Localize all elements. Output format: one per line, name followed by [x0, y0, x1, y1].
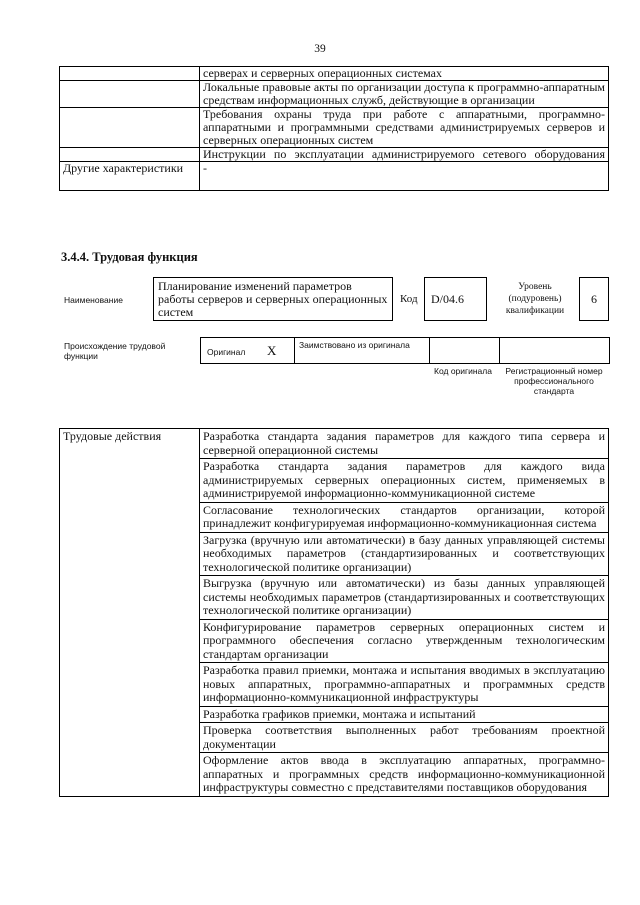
function-code: D/04.6 — [424, 277, 487, 321]
list-item: Разработка стандарта задания параметров для каждого вида администрируемых серверных операционных систем, применяемых в администрируемой информационно-коммуникационной системе — [200, 459, 609, 503]
name-label: Наименование — [64, 295, 123, 305]
list-item: Проверка соответствия выполненных работ требованиям проектной документации — [200, 723, 609, 753]
row-text: Инструкции по эксплуатации администрируемого сетевого оборудования — [200, 148, 609, 162]
code-original-caption: Код оригинала — [434, 366, 492, 376]
table-row — [60, 81, 609, 108]
list-item: Разработка правил приемки, монтажа и испытания вводимых в эксплуатацию новых аппаратных, программно-аппаратных и программных средств информационно-коммуникационной инфраструктуры — [200, 663, 609, 707]
list-item: Разработка стандарта задания параметров для каждого типа сервера и серверной операционной системы — [200, 429, 609, 459]
qualification-level: 6 — [579, 277, 609, 321]
knowledge-table — [59, 66, 609, 191]
list-item: Загрузка (вручную или автоматически) в базу данных управляющей системы необходимых параметров (стандартизированных и соответствующих технологической политике организации) — [200, 532, 609, 576]
divider — [429, 337, 430, 364]
other-characteristics-value: - — [200, 162, 609, 191]
list-item: Конфигурирование параметров серверных операционных систем и программного обеспечения согласно утвержденным технологическим стандартам организации — [200, 619, 609, 663]
table-row — [60, 108, 609, 148]
section-title: 3.4.4. Трудовая функция — [61, 250, 198, 264]
origin-label: Происхождение трудовой функции — [64, 341, 166, 361]
table-row — [60, 429, 609, 459]
registration-number-caption: Регистрационный номер профессионального стандарта — [505, 366, 603, 396]
divider — [499, 337, 500, 364]
row-label — [60, 67, 200, 81]
labor-actions-table — [59, 428, 609, 797]
row-text: серверах и серверных операционных системах — [200, 67, 609, 81]
list-item: Выгрузка (вручную или автоматически) из базы данных управляющей системы необходимых параметров (стандартизированных и соответствующих технологической политике организации) — [200, 576, 609, 620]
labor-actions-label: Трудовые действия — [60, 429, 200, 797]
list-item: Разработка графиков приемки, монтажа и испытаний — [200, 706, 609, 723]
page-number: 39 — [314, 43, 326, 55]
row-text: Локальные правовые акты по организации доступа к программно-аппаратным средствам информационных служб, действующие в организации — [200, 81, 609, 108]
row-label — [60, 148, 200, 162]
row-label — [60, 108, 200, 148]
original-label: Оригинал — [207, 347, 246, 357]
table-row — [60, 148, 609, 162]
function-name: Планирование изменений параметров работы серверов и серверных операционных систем — [153, 277, 393, 321]
table-row — [60, 162, 609, 191]
list-item: Оформление актов ввода в эксплуатацию аппаратных, программно-аппаратных и программных средств информационно-коммуникационной инфраструктуры совместно с представителями поставщиков оборудования — [200, 753, 609, 797]
row-text: Требования охраны труда при работе с аппаратными, программно-аппаратными и программными средствами администрируемых серверов и серверных операционных систем — [200, 108, 609, 148]
other-characteristics-label: Другие характеристики — [60, 162, 200, 191]
row-label — [60, 81, 200, 108]
table-row — [60, 67, 609, 81]
divider — [294, 337, 295, 364]
list-item: Согласование технологических стандартов организации, которой принадлежит конфигурируемая информационно-коммуникационная система — [200, 502, 609, 532]
level-label: Уровень (подуровень) квалификации — [505, 282, 565, 316]
borrowed-label: Заимствовано из оригинала — [299, 340, 410, 350]
origin-box — [200, 337, 610, 364]
original-mark: X — [267, 343, 277, 358]
code-label: Код — [400, 293, 418, 305]
